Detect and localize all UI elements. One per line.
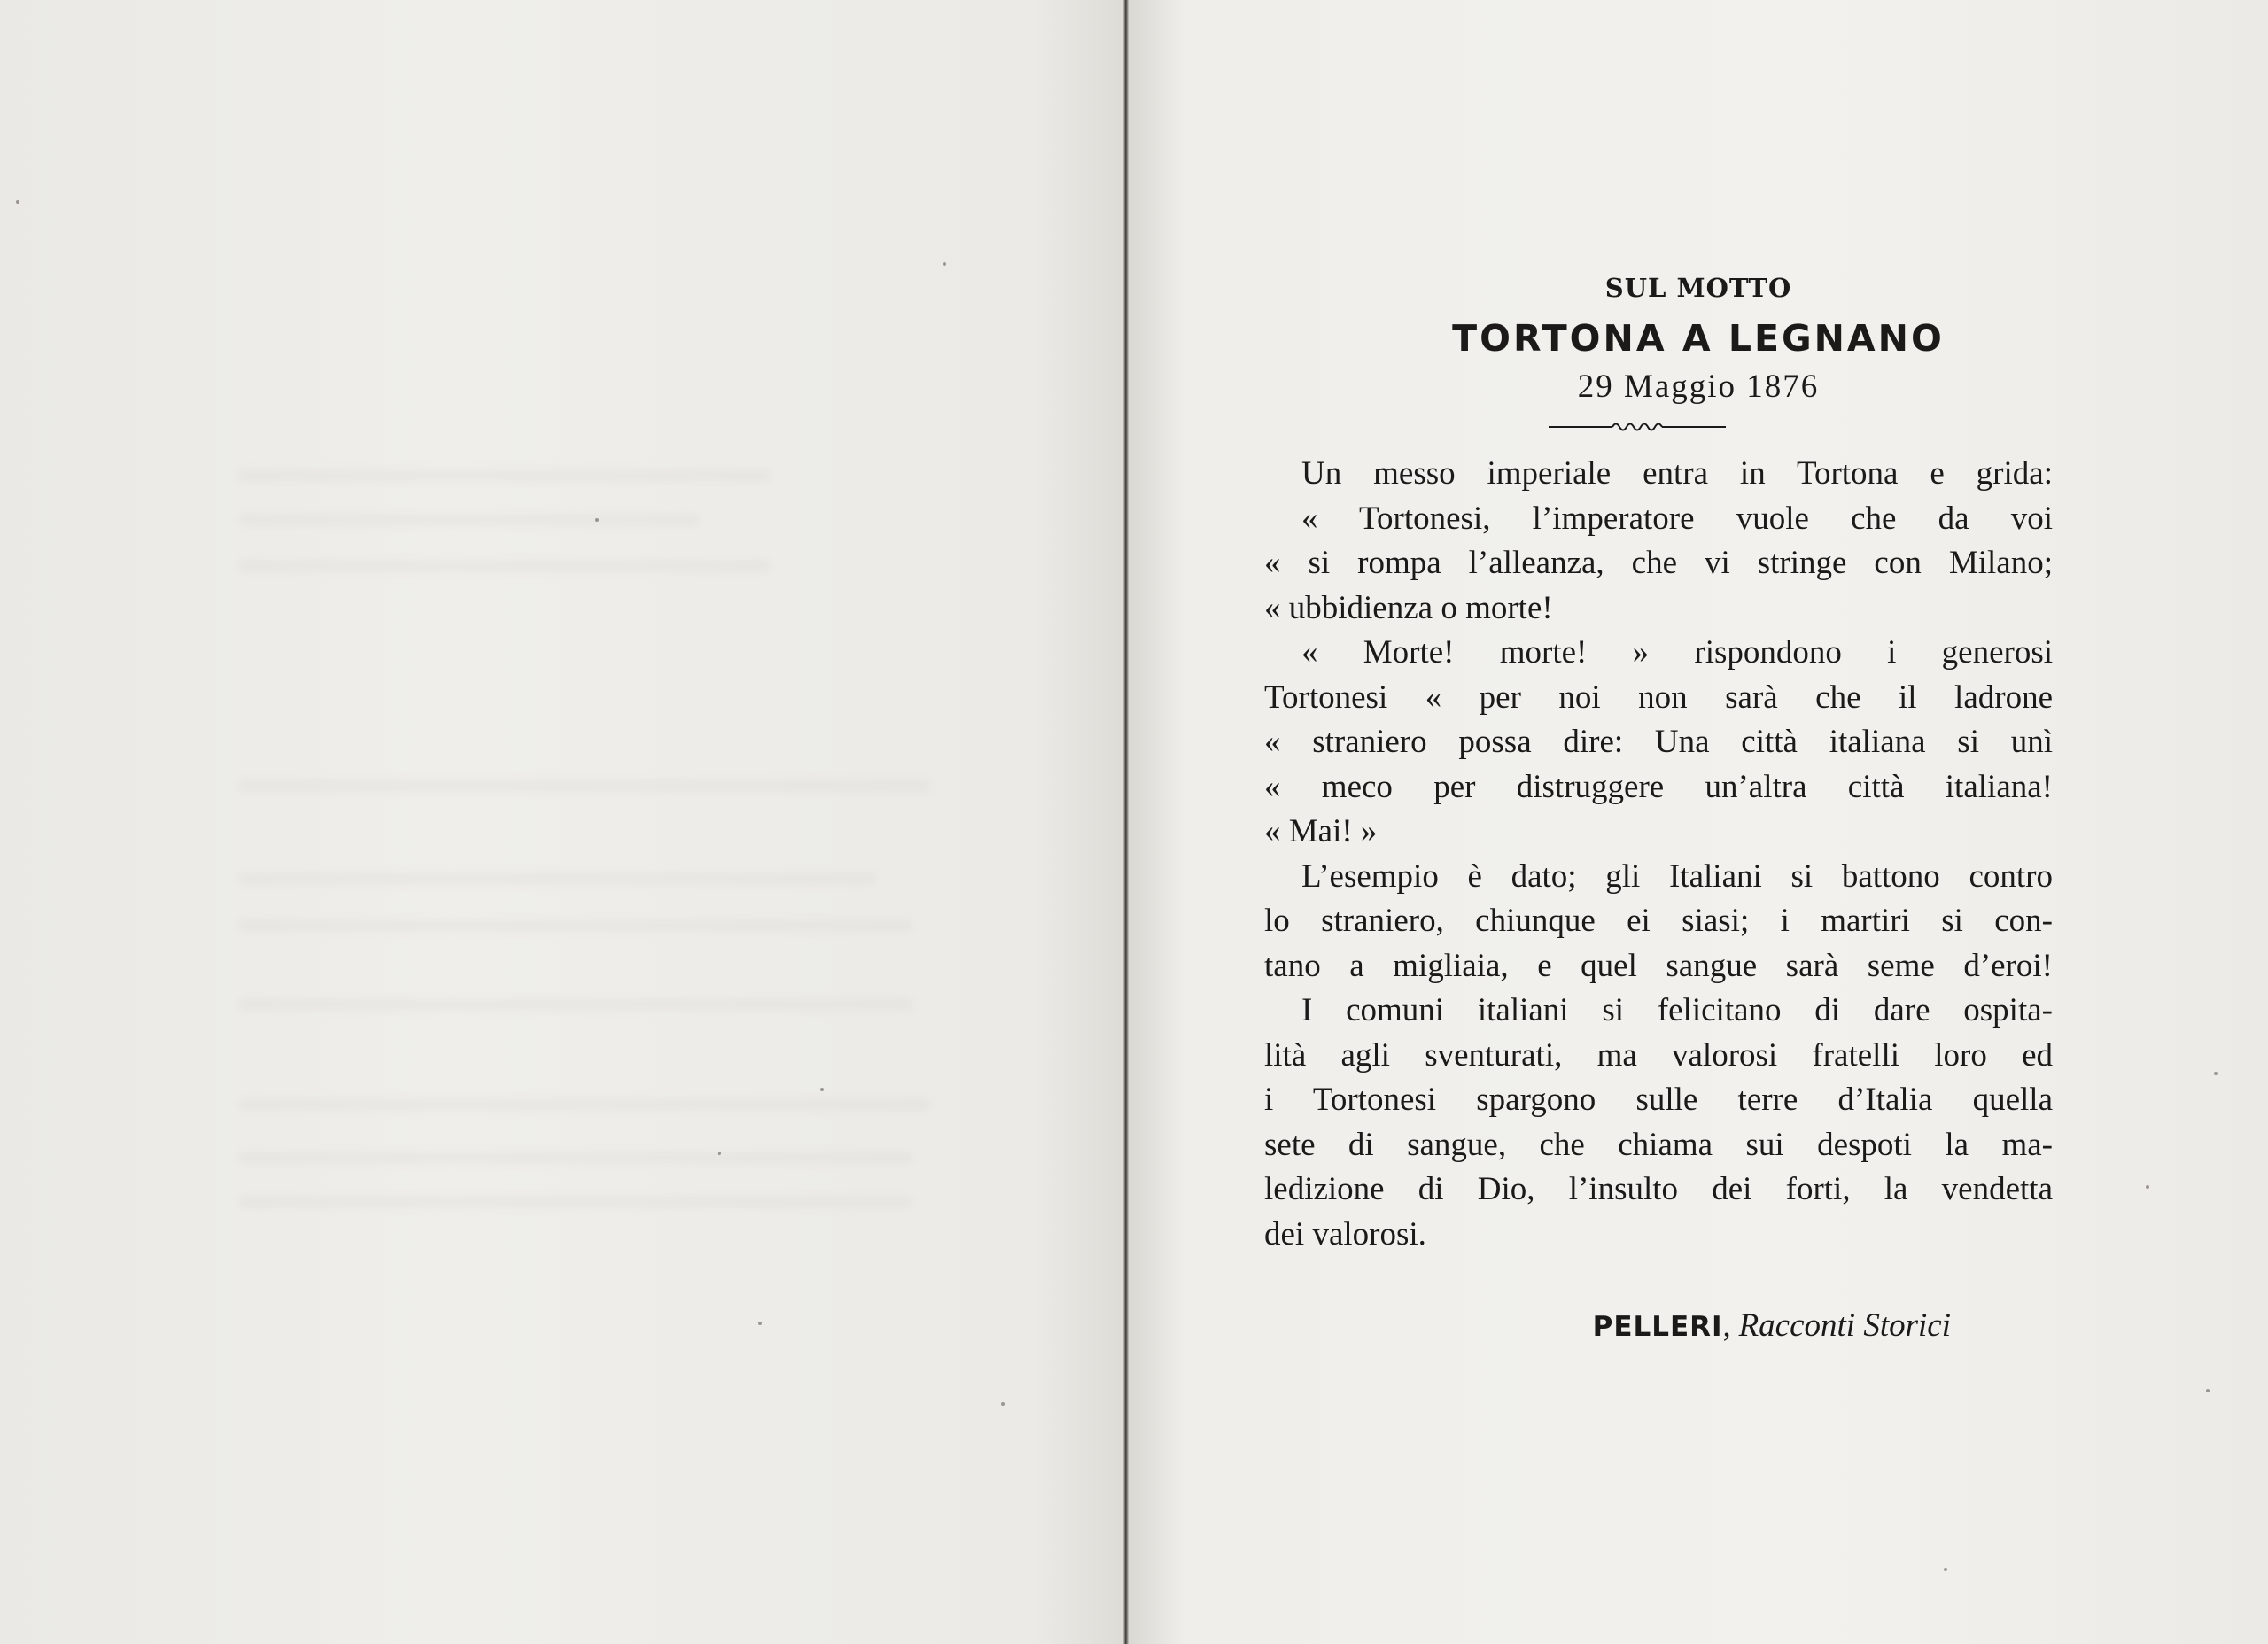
text-line: I comuni italiani si felicitano di dare ospita- bbox=[1301, 992, 2053, 1028]
paper-speck bbox=[595, 518, 599, 522]
bleed-through-line bbox=[239, 514, 700, 526]
heading-title: TORTONA A LEGNANO bbox=[1452, 317, 1945, 360]
paper-speck bbox=[2206, 1389, 2210, 1392]
bleed-through-line bbox=[239, 919, 913, 932]
bleed-through-line bbox=[239, 1196, 913, 1208]
wavy-rule-ornament-icon bbox=[1549, 416, 1726, 434]
text-line: « ubbidienza o morte! bbox=[1264, 589, 1553, 626]
left-page-blank bbox=[0, 0, 1123, 1644]
attribution-separator: , bbox=[1722, 1307, 1731, 1343]
text-line: « straniero possa dire: Una città italiana si unì bbox=[1264, 724, 2053, 760]
text-line: lità agli sventurati, ma valorosi fratelli loro ed bbox=[1264, 1036, 2053, 1074]
paper-speck bbox=[1944, 1568, 1947, 1571]
text-line: L’esempio è dato; gli Italiani si battono contro bbox=[1301, 857, 2053, 895]
paper-speck bbox=[2146, 1185, 2149, 1189]
right-page bbox=[1129, 0, 2268, 1644]
bleed-through-line bbox=[239, 469, 771, 482]
text-line: « Morte! morte! » rispondono i generosi bbox=[1301, 634, 2053, 671]
text-line: lo straniero, chiunque ei siasi; i martiri si con- bbox=[1264, 903, 2053, 939]
heading-subtitle: SUL MOTTO bbox=[1604, 273, 1792, 303]
bleed-through-line bbox=[239, 560, 771, 572]
paper-speck bbox=[758, 1322, 762, 1325]
text-line: « Mai! » bbox=[1264, 813, 1378, 849]
paper-speck bbox=[16, 200, 19, 204]
page-content bbox=[1129, 0, 2268, 1644]
text-line: « meco per distruggere un’altra città italiana! bbox=[1264, 768, 2053, 805]
passage bbox=[1264, 452, 2053, 1257]
text-line: « Tortonesi, l’imperatore vuole che da voi bbox=[1301, 500, 2053, 537]
bleed-through-line bbox=[239, 779, 930, 792]
paper-speck bbox=[2214, 1072, 2218, 1075]
bleed-through-line bbox=[239, 1098, 930, 1111]
bleed-through-line bbox=[239, 872, 877, 885]
text-line: « si rompa l’alleanza, che vi stringe con Milano; bbox=[1264, 545, 2053, 581]
heading-date: 29 Maggio 1876 bbox=[1577, 368, 1820, 405]
paper-speck bbox=[718, 1152, 721, 1155]
attribution-work: Racconti Storici bbox=[1738, 1307, 1951, 1344]
bleed-through-line bbox=[239, 998, 913, 1011]
paper-speck bbox=[943, 262, 946, 266]
paper-speck bbox=[1001, 1402, 1005, 1406]
text-line: ledizione di Dio, l’insulto dei forti, la vendetta bbox=[1264, 1171, 2053, 1207]
paper-speck bbox=[820, 1088, 824, 1091]
text-line: i Tortonesi spargono sulle terre d’Italia quella bbox=[1264, 1082, 2053, 1118]
text-line: Un messo imperiale entra in Tortona e grida: bbox=[1301, 455, 2053, 492]
attribution-author: PELLERI bbox=[1592, 1311, 1723, 1343]
attribution bbox=[1129, 1307, 1951, 1345]
text-line: dei valorosi. bbox=[1264, 1215, 1426, 1252]
text-line: sete di sangue, che chiama sui despoti la ma- bbox=[1264, 1126, 2053, 1163]
text-line: Tortonesi « per noi non sarà che il ladrone bbox=[1264, 679, 2053, 716]
bleed-through-line bbox=[239, 1152, 913, 1164]
text-line: tano a migliaia, e quel sangue sarà seme d’eroi! bbox=[1264, 947, 2053, 984]
